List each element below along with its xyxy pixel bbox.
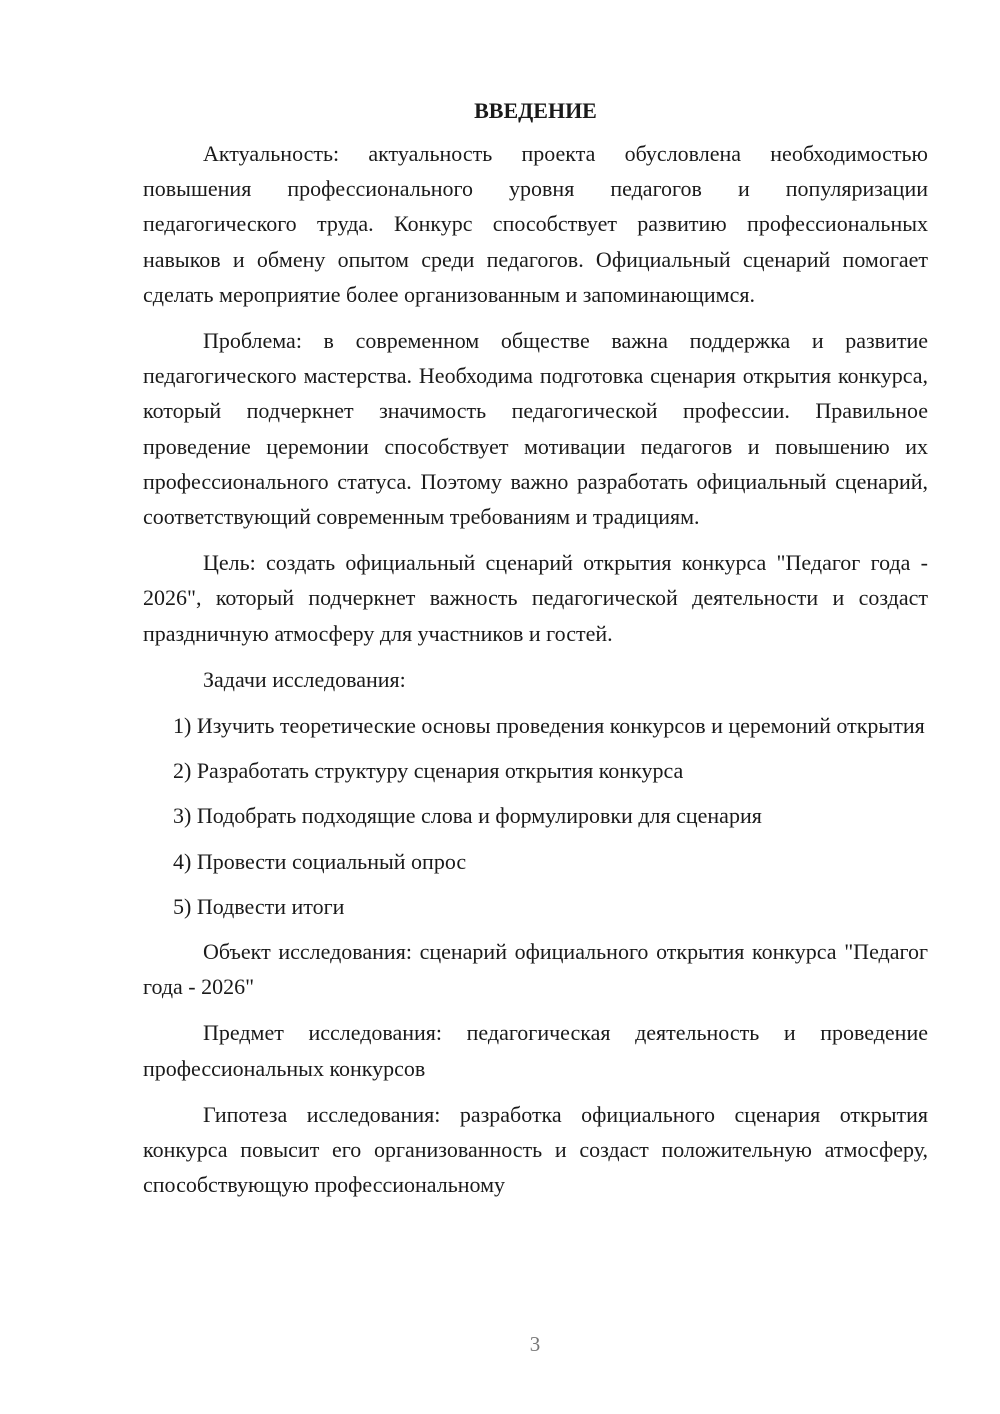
task-item: 4) Провести социальный опрос [173, 848, 467, 874]
relevance-paragraph: Актуальность: актуальность проекта обусловлена необходимостью повышения профессионального уровня педагогов и популяризации педагогического труда. Конкурс способствует развитию профессиональных навыков и обмену опытом среди педагогов. Официальный сценарий помогает сделать мероприятие более организованным и запоминающимся. [143, 141, 928, 307]
hypothesis-paragraph: Гипотеза исследования: разработка официального сценария открытия конкурса повысит его организованность и создаст положительную атмосферу, способствующую профессиональному [143, 1101, 928, 1198]
subject-paragraph: Предмет исследования: педагогическая деятельность и проведение профессиональных конкурсов [143, 1020, 928, 1081]
section-title: ВВЕДЕНИЕ [474, 98, 597, 123]
page-number: 3 [529, 1332, 541, 1356]
object-paragraph: Объект исследования: сценарий официального открытия конкурса "Педагог года - 2026" [143, 939, 928, 1000]
task-item: 3) Подобрать подходящие слова и формулировки для сценария [173, 803, 762, 829]
page-content [143, 94, 928, 1213]
tasks-heading: Задачи исследования: [203, 666, 406, 692]
task-item: 2) Разработать структуру сценария открытия конкурса [173, 758, 684, 784]
problem-paragraph: Проблема: в современном обществе важна поддержка и развитие педагогического мастерства. Необходима подготовка сценария открытия конкурса, который подчеркнет значимость педагогической профессии. Правильное проведение церемонии способствует мотивации педагогов и повышению их профессионального статуса. Поэтому важно разработать официальный сценарий, соответствующий современным требованиям и традициям. [143, 328, 928, 530]
task-item: 5) Подвести итоги [173, 893, 345, 919]
goal-paragraph: Цель: создать официальный сценарий открытия конкурса "Педагог года - 2026", который подчеркнет важность педагогической деятельности и создаст праздничную атмосферу для участников и гостей. [143, 550, 928, 646]
task-item: 1) Изучить теоретические основы проведения конкурсов и церемоний открытия [173, 713, 925, 739]
